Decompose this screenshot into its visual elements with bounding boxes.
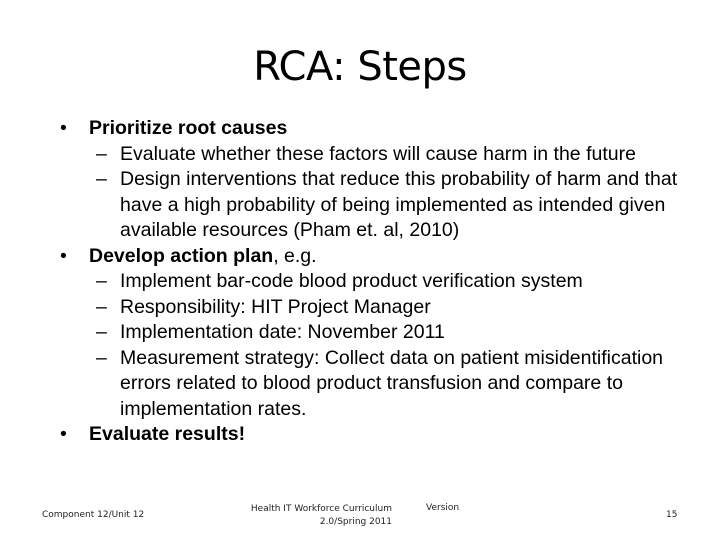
footer-curriculum-line1: Health IT Workforce Curriculum [250,504,392,514]
dash-icon: – [96,321,107,343]
sub-bullet-item [60,320,700,346]
bullet-icon: • [60,423,67,445]
sub-bullet-text: Design interventions that reduce this probability of harm and that have a high probability of being implemented as intended given available resources (Pham et. al, 2010) [120,168,678,241]
dash-icon: – [96,142,107,165]
dash-icon: – [96,168,107,190]
dash-icon: – [96,295,107,318]
footer-version: Version [426,503,460,513]
sub-bullet-item [60,142,700,168]
bullet-item [60,422,700,448]
sub-bullet-item [60,346,700,423]
sub-bullet-item [60,167,700,244]
dash-icon: – [96,270,107,292]
bullet-item [60,244,700,270]
bullet-rest: , e.g. [273,244,317,267]
bullet-icon: • [60,117,67,139]
dash-icon: – [96,346,107,369]
bullet-list [60,116,700,448]
sub-bullet-item [60,269,700,295]
sub-bullet-text: Measurement strategy: Collect data on patient misidentification errors related to blood product transfusion and compare to implementation rates. [120,346,664,420]
footer-component: Component 12/Unit 12 [42,510,145,520]
footer-curriculum-line2: 2.0/Spring 2011 [319,517,392,527]
bullet-lead: Prioritize root causes [89,117,288,139]
sub-bullet-text: Responsibility: HIT Project Manager [120,295,431,318]
slide-title: RCA: Steps [253,44,467,90]
sub-bullet-text: Implementation date: November 2011 [120,321,445,343]
bullet-lead: Evaluate results! [89,423,246,445]
sub-bullet-text: Implement bar-code blood product verification system [120,270,583,292]
bullet-icon: • [60,244,67,267]
page-number: 15 [666,510,678,520]
bullet-item [60,116,700,142]
sub-bullet-item [60,295,700,321]
sub-bullet-text: Evaluate whether these factors will cause harm in the future [120,142,636,165]
footer-curriculum [250,503,392,529]
bullet-lead: Develop action plan [89,244,274,267]
